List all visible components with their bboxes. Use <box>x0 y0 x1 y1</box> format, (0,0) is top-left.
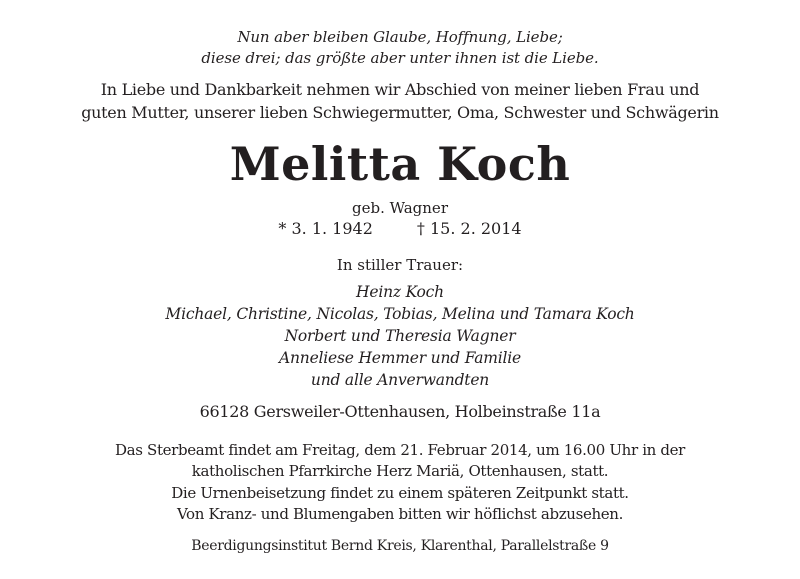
intro-line-2: guten Mutter, unserer lieben Schwiegermutter, Oma, Schwester und Schwägerin <box>81 103 719 122</box>
verse-line-2: diese drei; das größte aber unter ihnen ist die Liebe. <box>201 49 599 67</box>
intro-line-1: In Liebe und Dankbarkeit nehmen wir Abschied von meiner lieben Frau und <box>100 80 700 99</box>
family-address: 66128 Gersweiler-Ottenhausen, Holbeinstraße 11a <box>199 402 601 421</box>
mourning-heading: In stiller Trauer: <box>336 256 464 274</box>
mourner-line: Heinz Koch <box>356 283 444 301</box>
mourner-line: Anneliese Hemmer und Familie <box>279 349 521 367</box>
service-info-line: Die Urnenbeisetzung findet zu einem späteren Zeitpunkt statt. <box>171 484 629 502</box>
death-date: † 15. 2. 2014 <box>416 219 522 238</box>
life-dates <box>0 219 800 238</box>
service-info-line: Von Kranz- und Blumengaben bitten wir höflichst abzusehen. <box>176 505 624 523</box>
verse-line-1: Nun aber bleiben Glaube, Hoffnung, Liebe; <box>237 28 563 46</box>
maiden-name: geb. Wagner <box>352 199 448 217</box>
birth-date: * 3. 1. 1942 <box>278 219 373 238</box>
mourner-line: und alle Anverwandten <box>310 371 490 389</box>
deceased-name: Melitta Koch <box>229 137 571 191</box>
funeral-home: Beerdigungsinstitut Bernd Kreis, Klarenthal, Parallelstraße 9 <box>191 538 609 554</box>
service-info-line: Das Sterbeamt findet am Freitag, dem 21. Februar 2014, um 16.00 Uhr in der <box>115 441 685 459</box>
service-info-line: katholischen Pfarrkirche Herz Mariä, Ottenhausen, statt. <box>191 462 609 480</box>
mourner-line: Norbert und Theresia Wagner <box>284 327 516 345</box>
mourner-line: Michael, Christine, Nicolas, Tobias, Melina und Tamara Koch <box>165 305 635 323</box>
